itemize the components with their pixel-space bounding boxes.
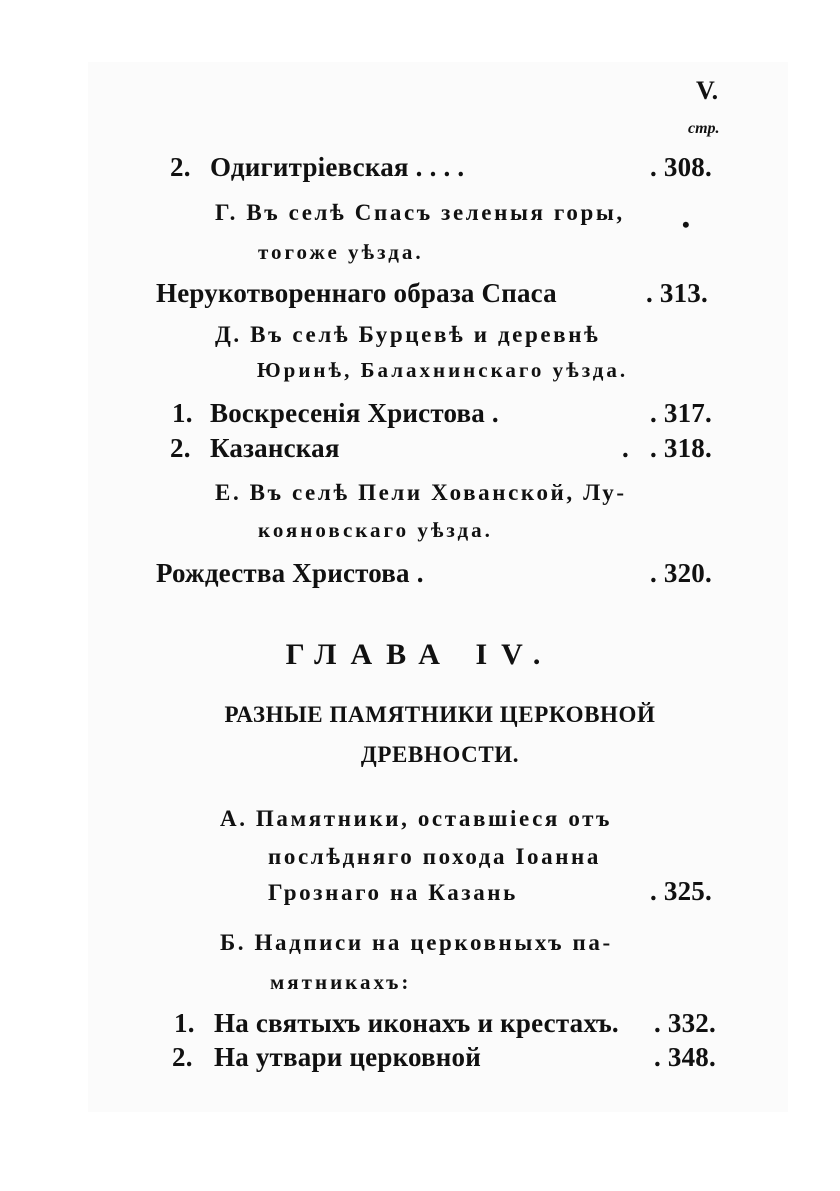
section-heading-line: Грознаго на Казань (268, 880, 518, 905)
entry-page: . 308. (650, 152, 712, 182)
entry-number: 2. (172, 1042, 193, 1072)
entry-title: На утвари церковной (214, 1042, 481, 1072)
entry-title: Одигитріевская . . . . (210, 152, 465, 182)
entry-title: На святыхъ иконахъ и крестахъ. (214, 1008, 619, 1038)
page-number-roman: V. (696, 76, 719, 105)
section-heading-line: тогоже уѣзда. (258, 240, 424, 264)
section-heading-line: Д. Въ селѣ Бурцевѣ и деревнѣ (215, 322, 601, 347)
margin-mark: • (682, 212, 690, 237)
entry-number: 1. (172, 398, 193, 428)
section-heading-line: Е. Въ селѣ Пели Хованской, Лу- (215, 480, 627, 505)
entry-number: 2. (170, 433, 191, 463)
section-heading-line: кояновскаго уѣзда. (258, 518, 493, 542)
entry-number: 1. (174, 1008, 195, 1038)
entry-page: . 320. (650, 558, 712, 588)
section-heading-line: Юринѣ, Балахнинскаго уѣзда. (257, 358, 629, 382)
chapter-subtitle: РАЗНЫЕ ПАМЯТНИКИ ЦЕРКОВНОЙ (224, 702, 656, 727)
entry-page: . 317. (650, 398, 712, 428)
entry-title: Рождества Христова . (156, 558, 424, 588)
entry-page: . 318. (650, 433, 712, 463)
entry-leader-dot: . (622, 433, 629, 463)
entry-page: . 313. (646, 278, 708, 308)
entry-page: . 325. (650, 876, 712, 906)
entry-number: 2. (170, 152, 191, 182)
page-column-label: стр. (688, 120, 720, 137)
chapter-title: ГЛАВА IV. (285, 638, 555, 671)
entry-title: Воскресенія Христова . (210, 398, 499, 428)
entry-page: . 332. (654, 1008, 716, 1038)
entry-title: Нерукотвореннаго образа Спаса (156, 278, 557, 308)
section-heading-line: Б. Надписи на церковныхъ па- (220, 930, 613, 955)
chapter-subtitle: ДРЕВНОСТИ. (360, 742, 520, 767)
section-heading-line: послѣдняго похода Іоанна (268, 844, 601, 869)
section-heading-line: Г. Въ селѣ Спасъ зеленыя горы, (215, 200, 625, 225)
section-heading-line: А. Памятники, оставшіеся отъ (220, 806, 613, 831)
entry-page: . 348. (654, 1042, 716, 1072)
section-heading-line: мятникахъ: (270, 970, 412, 994)
entry-title: Казанская (210, 433, 340, 463)
